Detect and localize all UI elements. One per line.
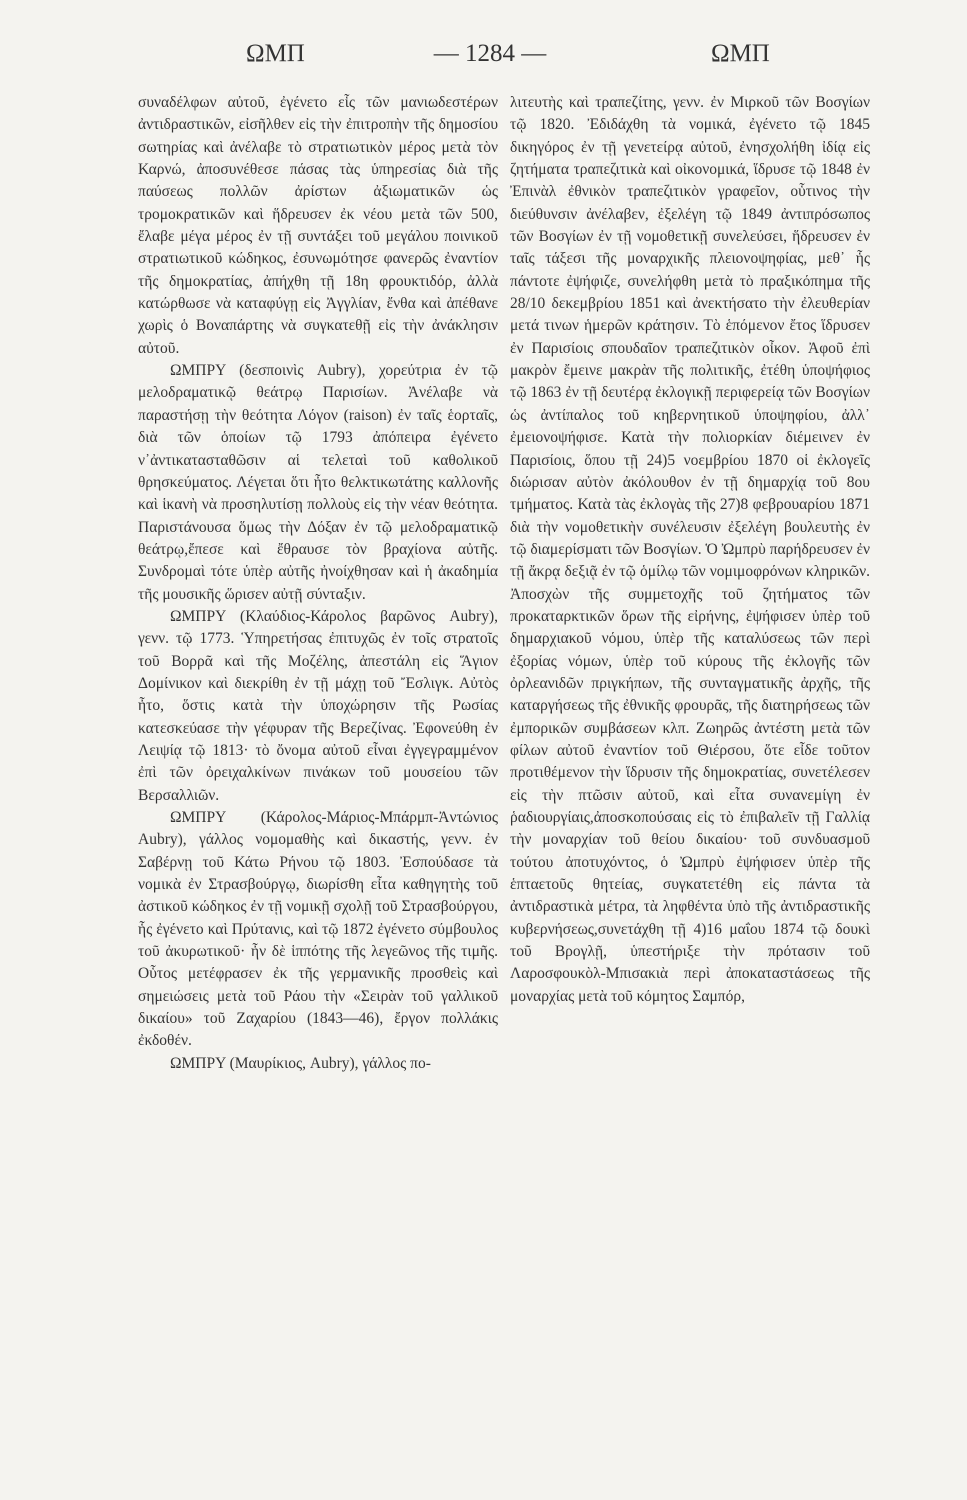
page-number: — 1284 — xyxy=(433,40,547,67)
header-left-guideword: ΩΜΠ xyxy=(246,40,305,67)
entry-ombry-maurice-start: ΩΜΠΡΥ (Μαυρίκιος, Aubry), γάλλος πο- xyxy=(170,1054,431,1072)
entry-ombry-claude-charles: ΩΜΠΡΥ (Κλαύδιος-Κάρολος βαρῶνος Aubry), γενν. τῷ 1773. Ὑπηρετήσας ἐπιτυχῶς ἐν τοῖς στρατοῖς τοῦ Βορρᾶ καὶ τῆς Μοζέλης, ἀπεστάλη εἰς Ἅγιον Δομίνικον καὶ διεκρίθη ἐν τῇ μάχῃ τοῦ Ἔσλιγκ. Αὐτὸς ἦτο, ὅστις κατὰ τὴν ὑποχώρησιν τῆς Ρωσίας κατεσκεύασε τὴν γέφυραν τῆς Βερεζίνας. Ἐφονεύθη ἐν Λειψίᾳ τῷ 1813· τὸ ὄνομα αὐτοῦ εἶναι ἐγγεγραμμένον ἐπὶ τῶν ὀρειχαλκίνων πινάκων τοῦ μουσείου τῶν Βερσαλλιῶν. xyxy=(138,607,498,804)
entry-ombry-mademoiselle: ΩΜΠΡΥ (δεσποινὶς Aubry), χορεύτρια ἐν τῷ μελοδραματικῷ θεάτρῳ Παρισίων. Ἀνέλαβε νὰ παραστήσῃ τὴν θεότητα Λόγον (raison) ἐν ταῖς ἑορταῖς, διὰ τῶν ὁποίων τῷ 1793 ἀπόπειρα ἐγένετο ν᾽ἀντικατασταθῶσιν αἱ τελεταὶ τοῦ καθολικοῦ θρησκεύματος. Λέγεται ὅτι ἦτο θελκτικωτάτης καλλονῆς καὶ ἱκανὴ νὰ προσηλυτίσῃ πολλοὺς εἰς τὴν νέαν θεότητα. Παριστάνουσα ὅμως τὴν Δόξαν ἐν τῷ μελοδραματικῷ θεάτρῳ,ἔπεσε καὶ ἔθραυσε τὸν βραχίονα αὐτῆς. Συνδρομαὶ τότε ὑπὲρ αὐτῆς ἠνοίχθησαν καὶ ἡ ἀκαδημία τῆς μουσικῆς ὥρισεν αὐτῇ σύνταξιν. xyxy=(138,362,498,603)
entry-ombry-charles-marie: ΩΜΠΡΥ (Κάρολος-Μάριος-Μπάρμπ-Ἀντώνιος Aubry), γάλλος νομομαθὴς καὶ δικαστής, γενν. ἐν Σαβέρνῃ τοῦ Κάτω Ρήνου τῷ 1803. Ἐσπούδασε τὰ νομικὰ ἐν Στρασβούργῳ, διωρίσθη εἶτα καθηγητὴς τοῦ ἀστικοῦ κώδηκος ἐν τῇ νομικῇ σχολῇ τοῦ Στρασβούργου, ἧς ἐγένετο καὶ Πρύτανις, καὶ τῷ 1872 ἐγένετο σύμβουλος τοῦ ἀκυρωτικοῦ· ἦν δὲ ἱππότης τῆς λεγεῶνος τῆς τιμῆς. Οὗτος μετέφρασεν ἐκ τῆς γερμανικῆς προσθεὶς καὶ σημειώσεις μετὰ τοῦ Ράου τὴν «Σειρὰν τοῦ γαλλικοῦ δικαίου» τοῦ Ζαχαρίου (1843—46), ἔργον πολλάκις ἐκδοθέν. xyxy=(138,809,498,1050)
header-right-guideword: ΩΜΠ xyxy=(711,40,770,67)
right-column xyxy=(510,92,870,1008)
page-header xyxy=(0,40,967,80)
left-column xyxy=(138,92,498,1075)
entry-ombry-maurice-continuation: λιτευτὴς καὶ τραπεζίτης, γενν. ἐν Μιρκοῦ τῶν Βοσγίων τῷ 1820. Ἐδιδάχθη τὰ νομικά, ἐγένετο τῷ 1845 δικηγόρος ἐν τῇ γενετείρᾳ αὐτοῦ, ἐνησχολήθη ἰδίᾳ εἰς ζητήματα τραπεζιτικὰ καὶ οἰκονομικά, ἵδρυσε τῷ 1848 ἐν Ἐπινὰλ ἐθνικὸν τραπεζιτικὸν γραφεῖον, οὗτινος τὴν διεύθυνσιν ἀνέλαβεν, ἐξελέγη τῷ 1849 ἀντιπρόσωπος τῶν Βοσγίων ἐν τῇ νομοθετικῇ συνελεύσει, ἥδρευσεν ἐν ταῖς τάξεσι τῆς μοναρχικῆς πλειονοψηφίας, μεθ᾽ ἧς πάντοτε ἐψήφιζε, συνελήφθη μετὰ τὸ πραξικόπημα τῆς 28/10 δεκεμβρίου 1851 καὶ ἀνεκτήσατο τὴν ἐλευθερίαν μετά τινων ἡμερῶν κράτησιν. Τὸ ἑπόμενον ἔτος ἵδρυσεν ἐν Παρισίοις σπουδαῖον τραπεζιτικὸν οἶκον. Ἀφοῦ ἐπὶ μακρὸν ἔμεινε μακρὰν τῆς πολιτικῆς, ἐτέθη ὑποψήφιος τῷ 1863 ἐν τῇ δευτέρᾳ ἐκλογικῇ περιφερείᾳ τῶν Βοσγίων ὡς ἀντίπαλος τοῦ κηβερνητικοῦ ὑποψηφίου, ἀλλ᾽ ἐμειονοψήφισε. Κατὰ τὴν πολιορκίαν διέμεινεν ἐν Παρισίοις, ὅπου τῇ 24)5 νοεμβρίου 1870 οἱ ἐκλογεῖς διώρισαν αὐτὸν ἀκόλουθον ἐν τῇ δημαρχίᾳ τοῦ 8ου τμήματος. Κατὰ τὰς ἐκλογὰς τῆς 27)8 φεβρουαρίου 1871 διὰ τὴν νομοθετικὴν συνέλευσιν ἐξελέγη βουλευτὴς ἐν τῷ διαμερίσματι τῶν Βοσγίων. Ὁ Ὠμπρὺ παρήδρευσεν ἐν τῇ ἄκρᾳ δεξιᾷ ἐν τῷ ὁμίλῳ τῶν νομιμοφρόνων κληρικῶν. Ἀποσχὼν τῆς συμμετοχῆς τοῦ ζητήματος τῶν προκαταρκτικῶν ὅρων τῆς εἰρήνης, ἐψήφισεν ὑπὲρ τοῦ δημαρχιακοῦ νόμου, ὑπὲρ τῆς καταλύσεως τῶν περὶ ἐξορίας νόμων, ὑπὲρ τοῦ κύρους τῆς ἐκλογῆς τῶν ὀρλεανιδῶν πριγκήπων, τῆς συνταγματικῆς ἀρχῆς, τῆς καταργήσεως τῆς ἐθνικῆς φρουρᾶς, τῆς διατηρήσεως τῶν ἐμπορικῶν συμβάσεων κλπ. Ζωηρῶς ἀντέστη μετὰ τῶν φίλων αὐτοῦ ἐναντίον τοῦ Θιέρσου, ὅτε εἶδε τοῦτον προτιθέμενον τὴν ἵδρυσιν τῆς δημοκρατίας, συνετέλεσεν εἰς τὴν πτῶσιν αὐτοῦ, καὶ εἶτα συνανεμίγη ἐν ῥαδιουργίαις,ἀποσκοπούσαις εἰς τὸ ἐπιβαλεῖν τῇ Γαλλίᾳ τὴν μοναρχίαν τοῦ θείου δικαίου· τοῦ συνδυασμοῦ τούτου ἀποτυχόντος, ὁ Ὠμπρὺ ἐψήφισεν ὑπὲρ τῆς ἑπταετοῦς θητείας, συγκατετέθη εἰς πάντα τὰ ἀντιδραστικὰ μέτρα, τὰ ληφθέντα ὑπὸ τῆς ἀντιδραστικῆς κυβερνήσεως,συνετάχθη τῇ 4)16 μαΐου 1874 τῷ δουκὶ τοῦ Βρογλῇ, ὑπεστήριξε τὴν πρότασιν τοῦ Λαροσφουκὸλ-Μπισακιὰ περὶ ἀποκαταστάσεως τῆς μοναρχίας μετὰ τοῦ κόμητος Σαμπόρ, xyxy=(510,94,870,1005)
entry-continuation: συναδέλφων αὐτοῦ, ἐγένετο εἷς τῶν μανιωδεστέρων ἀντιδραστικῶν, εἰσῆλθεν εἰς τὴν ἐπιτροπὴν τῆς δημοσίου σωτηρίας καὶ ἀνέλαβε τὸ στρατιωτικὸν μέρος μετὰ τὸν Καρνώ, ἀποσυνέθεσε πάσας τὰς ὑπηρεσίας διὰ τῆς παύσεως πολλῶν ἀρίστων ἀξιωματικῶν ὡς τρομοκρατικῶν καὶ ἥδρευσεν ἐκ νέου μετὰ τῶν 500, ἔλαβε μέγα μέρος ἐν τῇ συντάξει τοῦ μεγάλου ποινικοῦ στρατιωτικοῦ κώδηκος, ἐσυνωμότησε φανερῶς ἐναντίον τῆς δημοκρατίας, ἀπήχθη τῇ 18η φρουκτιδόρ, ἀλλὰ κατώρθωσε νὰ καταφύγῃ εἰς Ἀγγλίαν, ἔνθα καὶ ἀπέθανε χωρὶς ὁ Βοναπάρτης νὰ συγκατεθῇ εἰς τὴν ἀνάκλησιν αὐτοῦ. xyxy=(138,94,498,357)
